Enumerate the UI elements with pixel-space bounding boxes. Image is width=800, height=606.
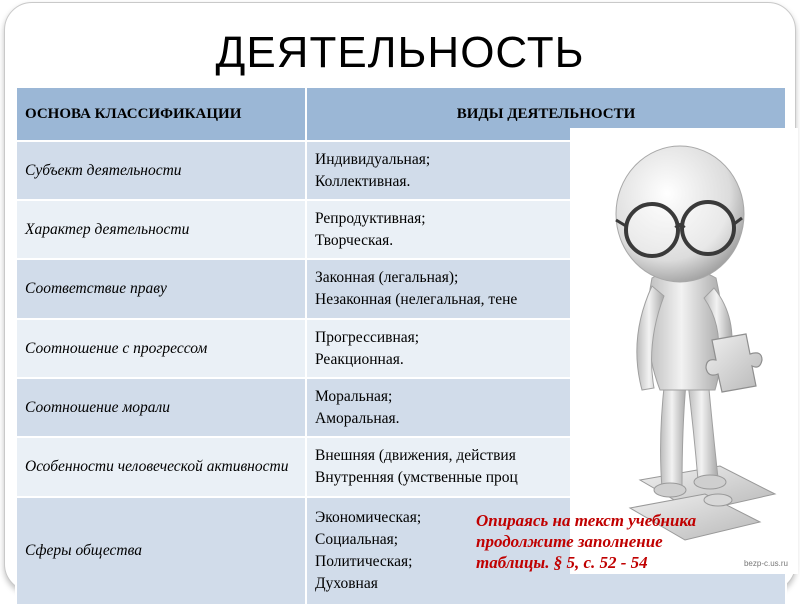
type-line: Духовная (315, 575, 378, 592)
type-line: Индивидуальная; (315, 150, 431, 168)
basis-cell: Сферы общества (16, 497, 306, 605)
type-line: Социальная; (315, 531, 399, 548)
type-line: Внутренняя (умственные проц (315, 469, 518, 486)
header-types: ВИДЫ ДЕЯТЕЛЬНОСТИ (306, 87, 786, 141)
type-line: Коллективная. (315, 172, 411, 190)
instruction-line: Опираясь на текст учебника (476, 511, 697, 530)
type-line: Незаконная (нелегальная, тене (315, 291, 518, 308)
basis-cell: Субъект деятельности (16, 141, 306, 200)
head-with-glasses-icon (616, 146, 744, 282)
type-line: Аморальная. (315, 409, 400, 427)
instruction-text (476, 510, 786, 573)
type-line: Экономическая; (315, 509, 422, 526)
basis-cell: Особенности человеческой активности (16, 437, 306, 497)
type-line: Законная (легальная); (315, 269, 459, 286)
basis-cell: Соотношение морали (16, 378, 306, 437)
type-line: Прогрессивная; (315, 328, 420, 346)
instruction-line: таблицы. § 5, с. 52 - 54 (476, 553, 648, 572)
basis-cell: Соотношение с прогрессом (16, 319, 306, 378)
basis-cell: Характер деятельности (16, 200, 306, 259)
slide-title: ДЕЯТЕЛЬНОСТЬ (215, 28, 585, 77)
watermark: bezp-c.us.ru (743, 559, 788, 568)
header-basis: ОСНОВА КЛАССИФИКАЦИИ (16, 87, 306, 141)
figure-illustration (570, 128, 798, 574)
type-line: Внешняя (движения, действия (315, 447, 516, 464)
thinking-figure-image (570, 128, 798, 574)
basis-cell: Соответствие праву (16, 259, 306, 319)
instruction-line: продолжите заполнение (476, 532, 663, 551)
type-line: Репродуктивная; (315, 209, 426, 227)
type-line: Реакционная. (315, 350, 404, 368)
type-line: Моральная; (315, 387, 393, 405)
type-line: Политическая; (315, 553, 413, 570)
type-line: Творческая. (315, 231, 394, 249)
